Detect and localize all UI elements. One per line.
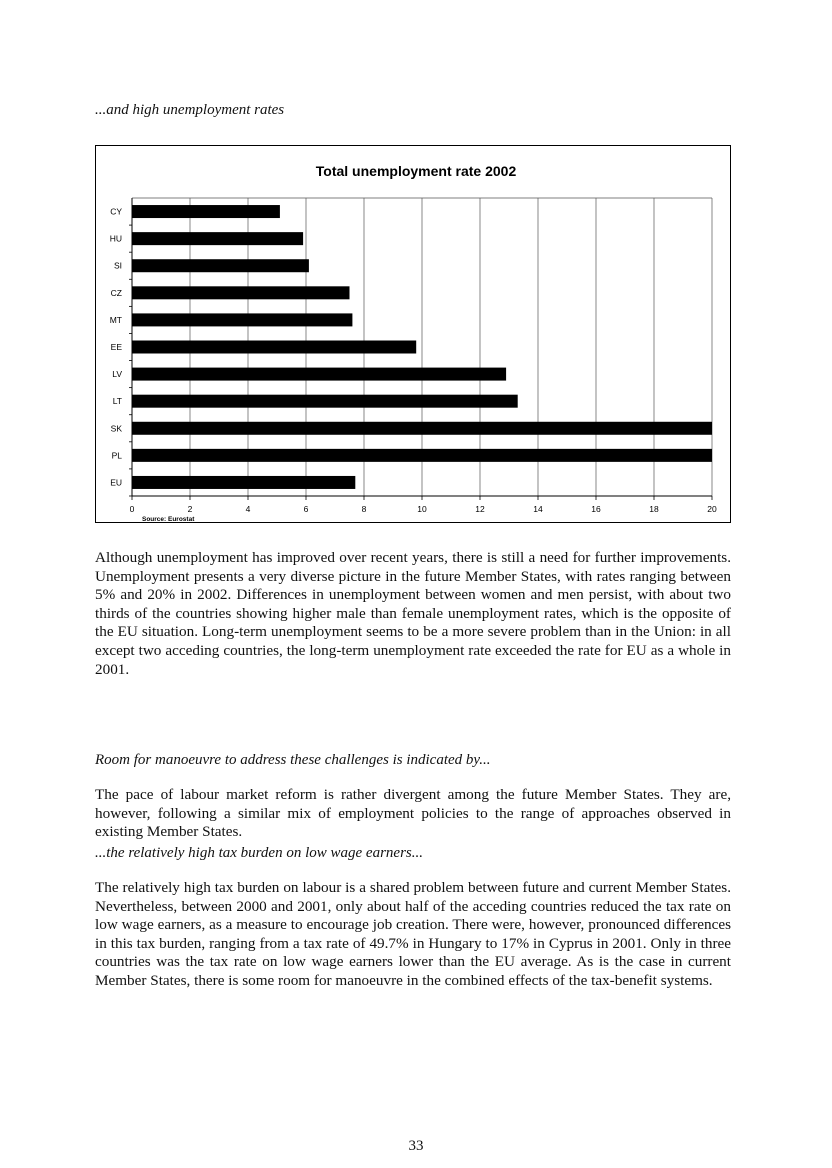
x-tick-label: 20 xyxy=(707,504,717,514)
x-tick-label: 4 xyxy=(245,504,251,514)
bar-lt xyxy=(132,395,518,408)
category-label-lt: LT xyxy=(112,396,122,407)
category-label-si: SI xyxy=(113,260,122,271)
x-tick-label: 0 xyxy=(129,504,135,514)
x-tick-label: 8 xyxy=(361,504,367,514)
category-label-mt: MT xyxy=(109,314,122,325)
chart-title: Total unemployment rate 2002 xyxy=(315,163,517,179)
bar-si xyxy=(132,259,309,272)
x-tick-label: 14 xyxy=(533,504,543,514)
x-tick-label: 10 xyxy=(417,504,427,514)
x-tick-label: 6 xyxy=(303,504,309,514)
category-label-cz: CZ xyxy=(110,287,122,298)
section-heading-unemployment: ...and high unemployment rates xyxy=(95,102,285,118)
bar-pl xyxy=(132,449,712,462)
category-label-lv: LV xyxy=(112,369,122,380)
bar-hu xyxy=(132,232,303,245)
paragraph-unemployment: Although unemployment has improved over recent years, there is still a need for further improvements. Unemployment presents a very diverse picture in the future Member States, with rates ranging between 5% and 20% in 2002. Differences in unemployment between women and men persist, with about two thirds of the countries showing higher male than female unemployment rates, which is the opposite of the EU situation. Long-term unemployment seems to be a more severe problem than in the Union: in all except two acceding countries, the long-term unemployment rate exceeded the rate for EU as a whole in 2001. xyxy=(95,549,731,678)
bar-sk xyxy=(132,422,712,435)
paragraph-labour-reform: The pace of labour market reform is rather divergent among the future Member States. They are, however, following a similar mix of employment policies to the range of approaches observed in existing Member States. xyxy=(95,786,731,841)
bar-cy xyxy=(132,205,280,218)
category-label-eu: EU xyxy=(110,477,122,488)
x-tick-label: 18 xyxy=(649,504,659,514)
x-tick-label: 2 xyxy=(187,504,193,514)
unemployment-chart xyxy=(95,145,731,523)
x-tick-label: 16 xyxy=(591,504,601,514)
bar-mt xyxy=(132,313,352,326)
x-tick-label: 12 xyxy=(475,504,485,514)
bar-eu xyxy=(132,476,355,489)
section-heading-room-for-manoeuvre: Room for manoeuvre to address these challenges is indicated by... xyxy=(95,752,491,768)
page-number: 33 xyxy=(408,1138,424,1154)
section-heading-tax-burden: ...the relatively high tax burden on low wage earners... xyxy=(95,845,424,861)
bar-lv xyxy=(132,368,506,381)
chart-source-note: Source: Eurostat xyxy=(142,516,195,523)
bar-ee xyxy=(132,341,416,354)
category-label-hu: HU xyxy=(109,233,122,244)
category-label-cy: CY xyxy=(110,206,122,217)
paragraph-tax-burden: The relatively high tax burden on labour is a shared problem between future and current Member States. Nevertheless, between 2000 and 2001, only about half of the acceding countries reduced the tax rate on low wage earners, as a measure to encourage job creation. There were, however, pronounced differences in this tax burden, ranging from a tax rate of 49.7% in Hungary to 17% in Cyprus in 2001. Only in three countries was the tax rate on low wage earners lower than the EU average. As is the case in current Member States, there is some room for manoeuvre in the combined effects of the tax-benefit systems. xyxy=(95,879,731,989)
category-label-pl: PL xyxy=(111,450,122,461)
category-label-sk: SK xyxy=(110,423,122,434)
chart-axes xyxy=(110,198,717,514)
bar-cz xyxy=(132,286,350,299)
chart-canvas xyxy=(96,146,732,524)
category-label-ee: EE xyxy=(110,342,122,352)
